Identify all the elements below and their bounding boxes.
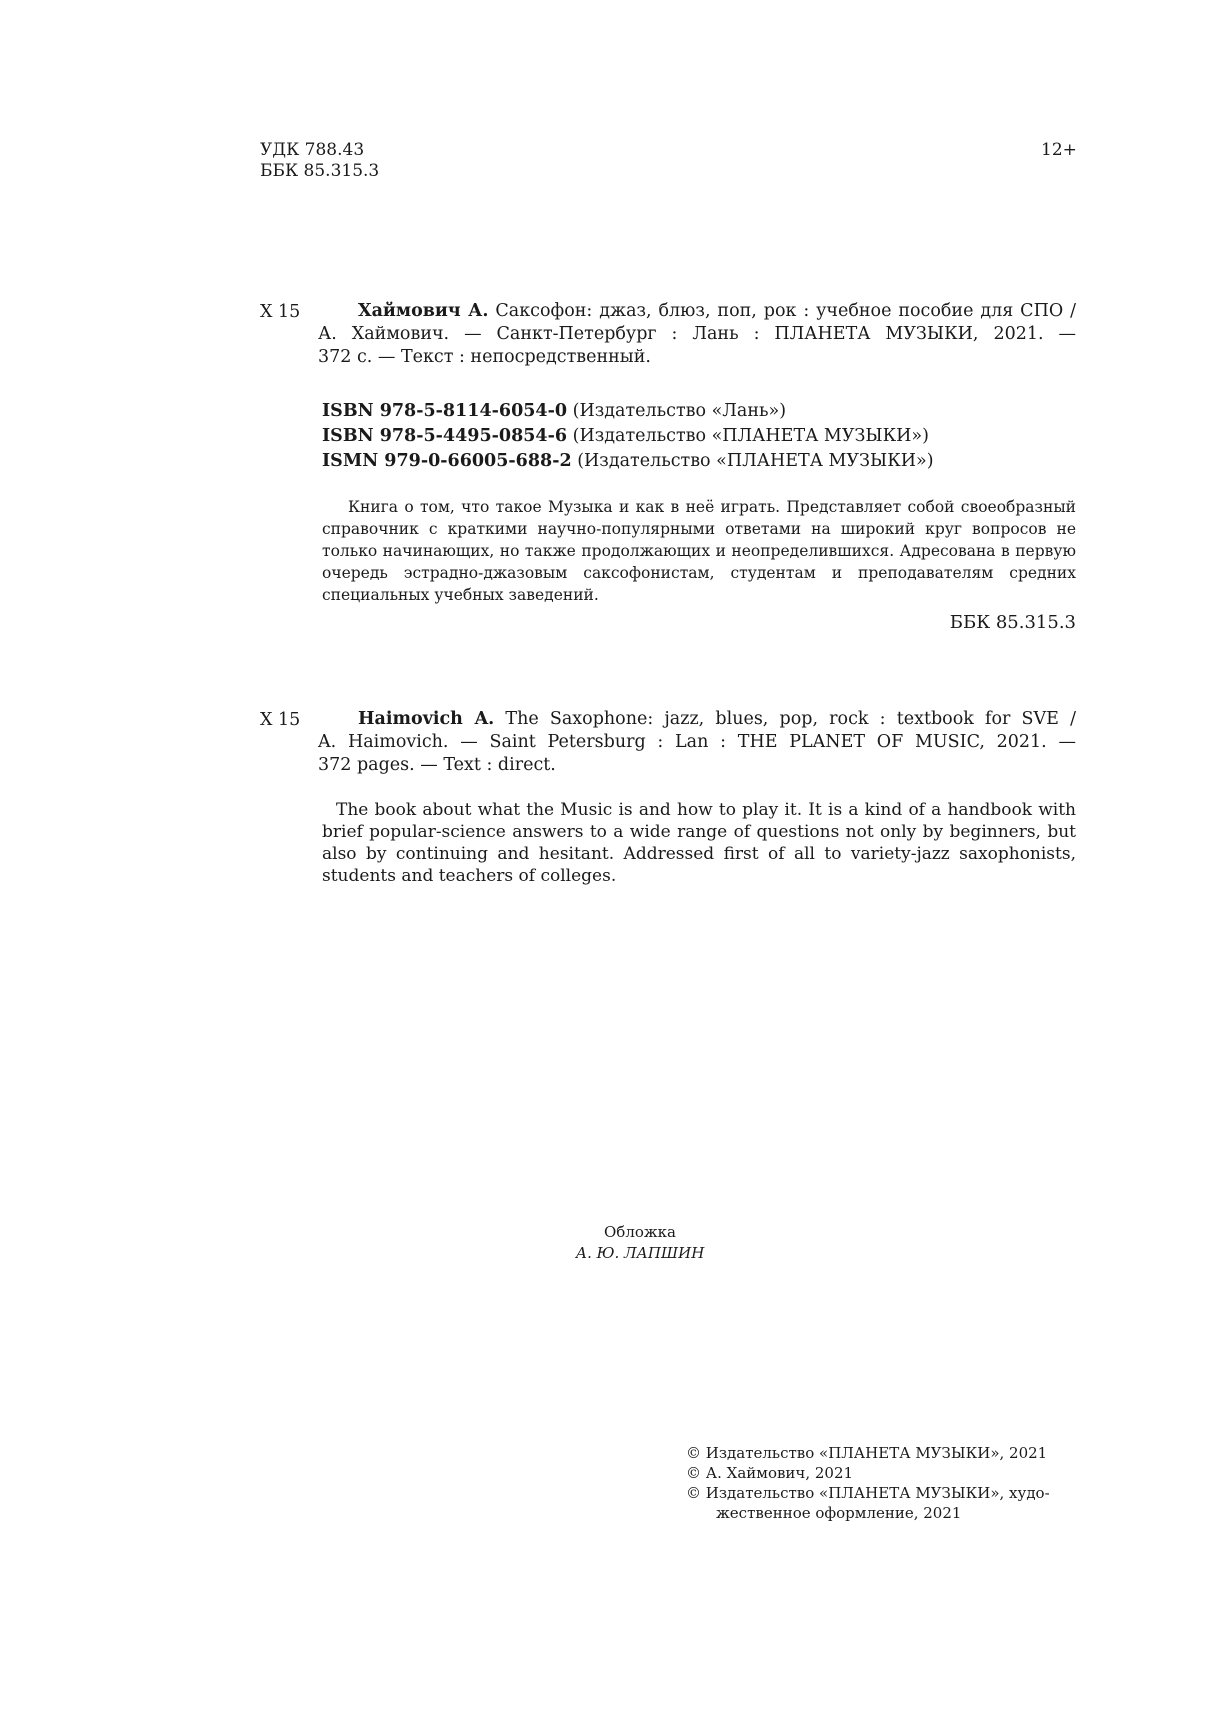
age-rating: 12+ xyxy=(1041,140,1077,160)
classification-codes xyxy=(260,140,379,182)
isbn-list xyxy=(322,399,934,474)
copyright-line: © Издательство «ПЛАНЕТА МУЗЫКИ», худо- xyxy=(686,1484,1050,1502)
abstract-ru: Книга о том, что такое Музыка и как в неё играть. Представляет собой своеобразный справочник с краткими научно-популярными ответами на широкий круг вопросов не только начинающих, но также продолжающих и неопределившихся. Адресована в первую очередь эстрадно-джазовым саксофонистам, студентам и преподавателям средних специальных учебных заведений. xyxy=(322,498,1076,604)
abstract-en: The book about what the Music is and how to play it. It is a kind of a handbook with brief popular-science answers to a wide range of questions not only by beginners, but also by continuing and hesitant. Addressed first of all to variety-jazz saxophonists, students and teachers of colleges. xyxy=(322,800,1076,886)
ismn-line xyxy=(322,449,934,474)
isbn-line xyxy=(322,424,934,449)
record-line-3: 372 pages. — Text : direct. xyxy=(318,755,556,775)
record-line-2: A. Haimovich. — Saint Petersburg : Lan : THE PLANET OF MUSIC, 2021. — xyxy=(318,732,1076,752)
isbn-publisher: (Издательство «ПЛАНЕТА МУЗЫКИ») xyxy=(567,426,929,446)
record-line-1 xyxy=(318,708,1076,731)
bibliographic-record-en xyxy=(318,708,1076,777)
author-mark-ru: Х 15 xyxy=(260,302,301,322)
author-name: Хаймович А. xyxy=(358,301,489,321)
bbk-code: ББК 85.315.3 xyxy=(260,161,380,181)
cover-designer: А. Ю. ЛАПШИН xyxy=(575,1244,705,1262)
isbn-line xyxy=(322,399,934,424)
record-line-1 xyxy=(318,300,1076,323)
udk-code: УДК 788.43 xyxy=(260,140,365,160)
isbn-publisher: (Издательство «Лань») xyxy=(567,401,787,421)
bibliographic-record-ru xyxy=(318,300,1076,369)
cover-label: Обложка xyxy=(603,1223,676,1241)
title-text: Саксофон: джаз, блюз, поп, рок : учебное пособие для СПО / xyxy=(488,301,1076,321)
copyright-line: жественное оформление, 2021 xyxy=(716,1504,962,1522)
record-line-2: А. Хаймович. — Санкт-Петербург : Лань : ПЛАНЕТА МУЗЫКИ, 2021. — xyxy=(318,324,1076,344)
copyright-block xyxy=(686,1443,1050,1523)
record-line-3: 372 с. — Текст : непосредственный. xyxy=(318,347,651,367)
copyright-line: © Издательство «ПЛАНЕТА МУЗЫКИ», 2021 xyxy=(686,1444,1048,1462)
bbk-index: ББК 85.315.3 xyxy=(949,612,1076,633)
copyright-line: © А. Хаймович, 2021 xyxy=(686,1464,854,1482)
title-text: The Saxophone: jazz, blues, pop, rock : textbook for SVE / xyxy=(494,709,1077,729)
isbn-number: ISBN 978-5-4495-0854-6 xyxy=(322,426,568,446)
cover-credit xyxy=(560,1222,720,1264)
ismn-number: ISMN 979-0-66005-688-2 xyxy=(322,451,572,471)
author-name: Haimovich A. xyxy=(358,709,495,729)
ismn-publisher: (Издательство «ПЛАНЕТА МУЗЫКИ») xyxy=(571,451,934,471)
author-mark-en: Х 15 xyxy=(260,710,301,730)
isbn-number: ISBN 978-5-8114-6054-0 xyxy=(322,401,568,421)
